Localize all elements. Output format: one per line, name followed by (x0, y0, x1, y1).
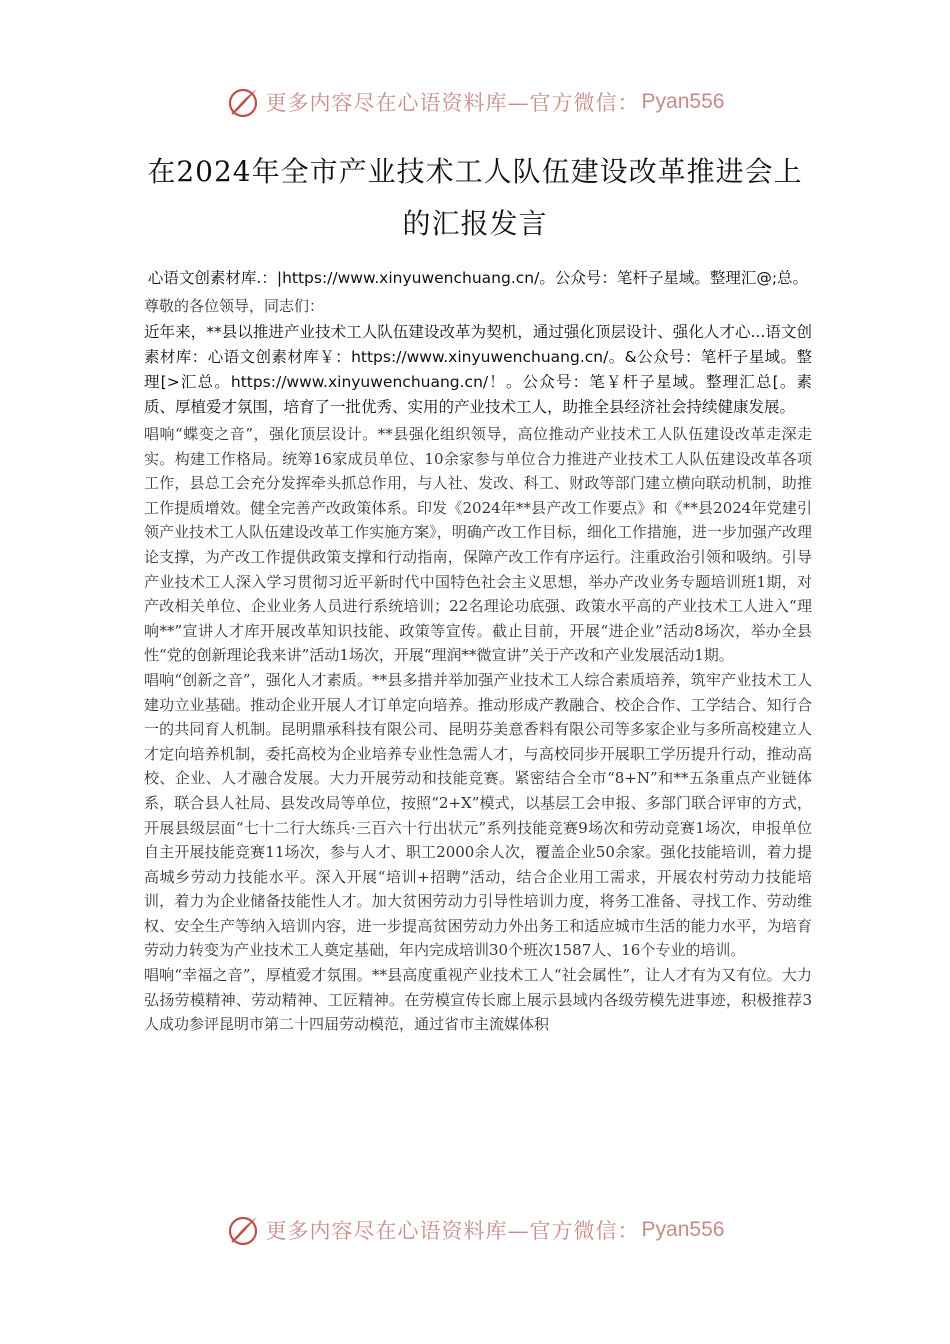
banner-text: 更多内容尽在心语资料库—官方微信： (265, 91, 640, 115)
banner-wechat-id: Pyan556 (641, 1218, 725, 1241)
title-line-2: 的汇报发言 (402, 207, 548, 240)
paragraph-3: 唱响“幸福之音”，厚植爱才氛围。**县高度重视产业技术工人“社会属性”，让人才有为又有位。大力弘扬劳模精神、劳动精神、工匠精神。在劳模宣传长廊上展示县域内各级劳模先进事迹，积极推荐3人成功参评昆明市第二十四届劳动模范，通过省市主流媒体积 (144, 966, 812, 1034)
intro-paragraph: 近年来，**县以推进产业技术工人队伍建设改革为契机，通过强化顶层设计、强化人才心...语文创素材库：心语文创素材库￥：https://www.xinyuwenchuang.cn/。&公众号：笔杆子星域。整理[>汇总。https://www.xinyuwenchuang.cn/！。公众号：笔￥杆子星域。整理汇总[。素质、厚植爱才氛围，培育了一批优秀、实用的产业技术工人，助推全县经济社会持续健康发展。 (144, 323, 812, 416)
document-body (144, 266, 812, 1037)
quill-circle-logo-icon (226, 85, 260, 119)
footer-banner (0, 1208, 950, 1252)
banner-wechat-id: Pyan556 (641, 90, 725, 113)
title-line-1: 在2024年全市产业技术工人队伍建设改革推进会上 (147, 155, 803, 188)
document-title (130, 146, 820, 250)
salutation: 尊敬的各位领导，同志们： (144, 297, 325, 315)
header-banner (0, 80, 950, 124)
source-line: 心语文创素材库.：|https://www.xinyuwenchuang.cn/。公众号：笔杆子星域。整理汇@;总。 (147, 269, 809, 287)
quill-circle-logo-icon (226, 1213, 260, 1247)
banner-text: 更多内容尽在心语资料库—官方微信： (265, 1219, 640, 1243)
paragraph-2: 唱响“创新之音”，强化人才素质。**县多措并举加强产业技术工人综合素质培养，筑牢产业技术工人建功立业基础。推动企业开展人才订单定向培养。推动形成产教融合、校企合作、工学结合、知行合一的共同育人机制。昆明鼎承科技有限公司、昆明芬美意香料有限公司等多家企业与多所高校建立人才定向培养机制，委托高校为企业培养专业性急需人才，与高校同步开展职工学历提升行动，推动高校、企业、人才融合发展。大力开展劳动和技能竞赛。紧密结合全市“8+N”和**五条重点产业链体系，联合县人社局、县发改局等单位，按照“2+X”模式，以基层工会申报、多部门联合评审的方式，开展县级层面“七十二行大练兵·三百六十行出状元”系列技能竞赛9场次和劳动竞赛1场次，申报单位自主开展技能竞赛11场次，参与人才、职工2000余人次，覆盖企业50余家。强化技能培训，着力提高城乡劳动力技能水平。深入开展“培训+招聘”活动，结合企业用工需求，开展农村劳动力技能培训，着力为企业储备技能性人才。加大贫困劳动力引导性培训力度，将务工准备、寻找工作、劳动维权、安全生产等纳入培训内容，进一步提高贫困劳动力外出务工和适应城市生活的能力水平，为培育劳动力转变为产业技术工人奠定基础，年内完成培训30个班次1587人、16个专业的培训。 (144, 670, 812, 960)
paragraph-1: 唱响“蝶变之音”，强化顶层设计。**县强化组织领导，高位推动产业技术工人队伍建设改革走深走实。构建工作格局。统筹16家成员单位、10余家参与单位合力推进产业技术工人队伍建设改革各项工作，县总工会充分发挥牵头抓总作用，与人社、发改、科工、财政等部门建立横向联动机制，助推工作提质增效。健全完善产改政策体系。印发《2024年**县产改工作要点》和《**县2024年党建引领产业技术工人队伍建设改革工作实施方案》，明确产改工作目标，细化工作措施，进一步加强产改理论支撑，为产改工作提供政策支撑和行动指南，保障产改工作有序运行。注重政治引领和吸纳。引导产业技术工人深入学习贯彻习近平新时代中国特色社会主义思想，举办产改业务专题培训班1期，对产改相关单位、企业业务人员进行系统培训；22名理论功底强、政策水平高的产业技术工人进入“理响**”宣讲人才库开展改革知识技能、政策等宣传。截止目前，开展“进企业”活动8场次，举办全县性“党的创新理论我来讲”活动1场次，开展“理润**微宣讲”关于产改和产业发展活动1期。 (144, 425, 812, 665)
